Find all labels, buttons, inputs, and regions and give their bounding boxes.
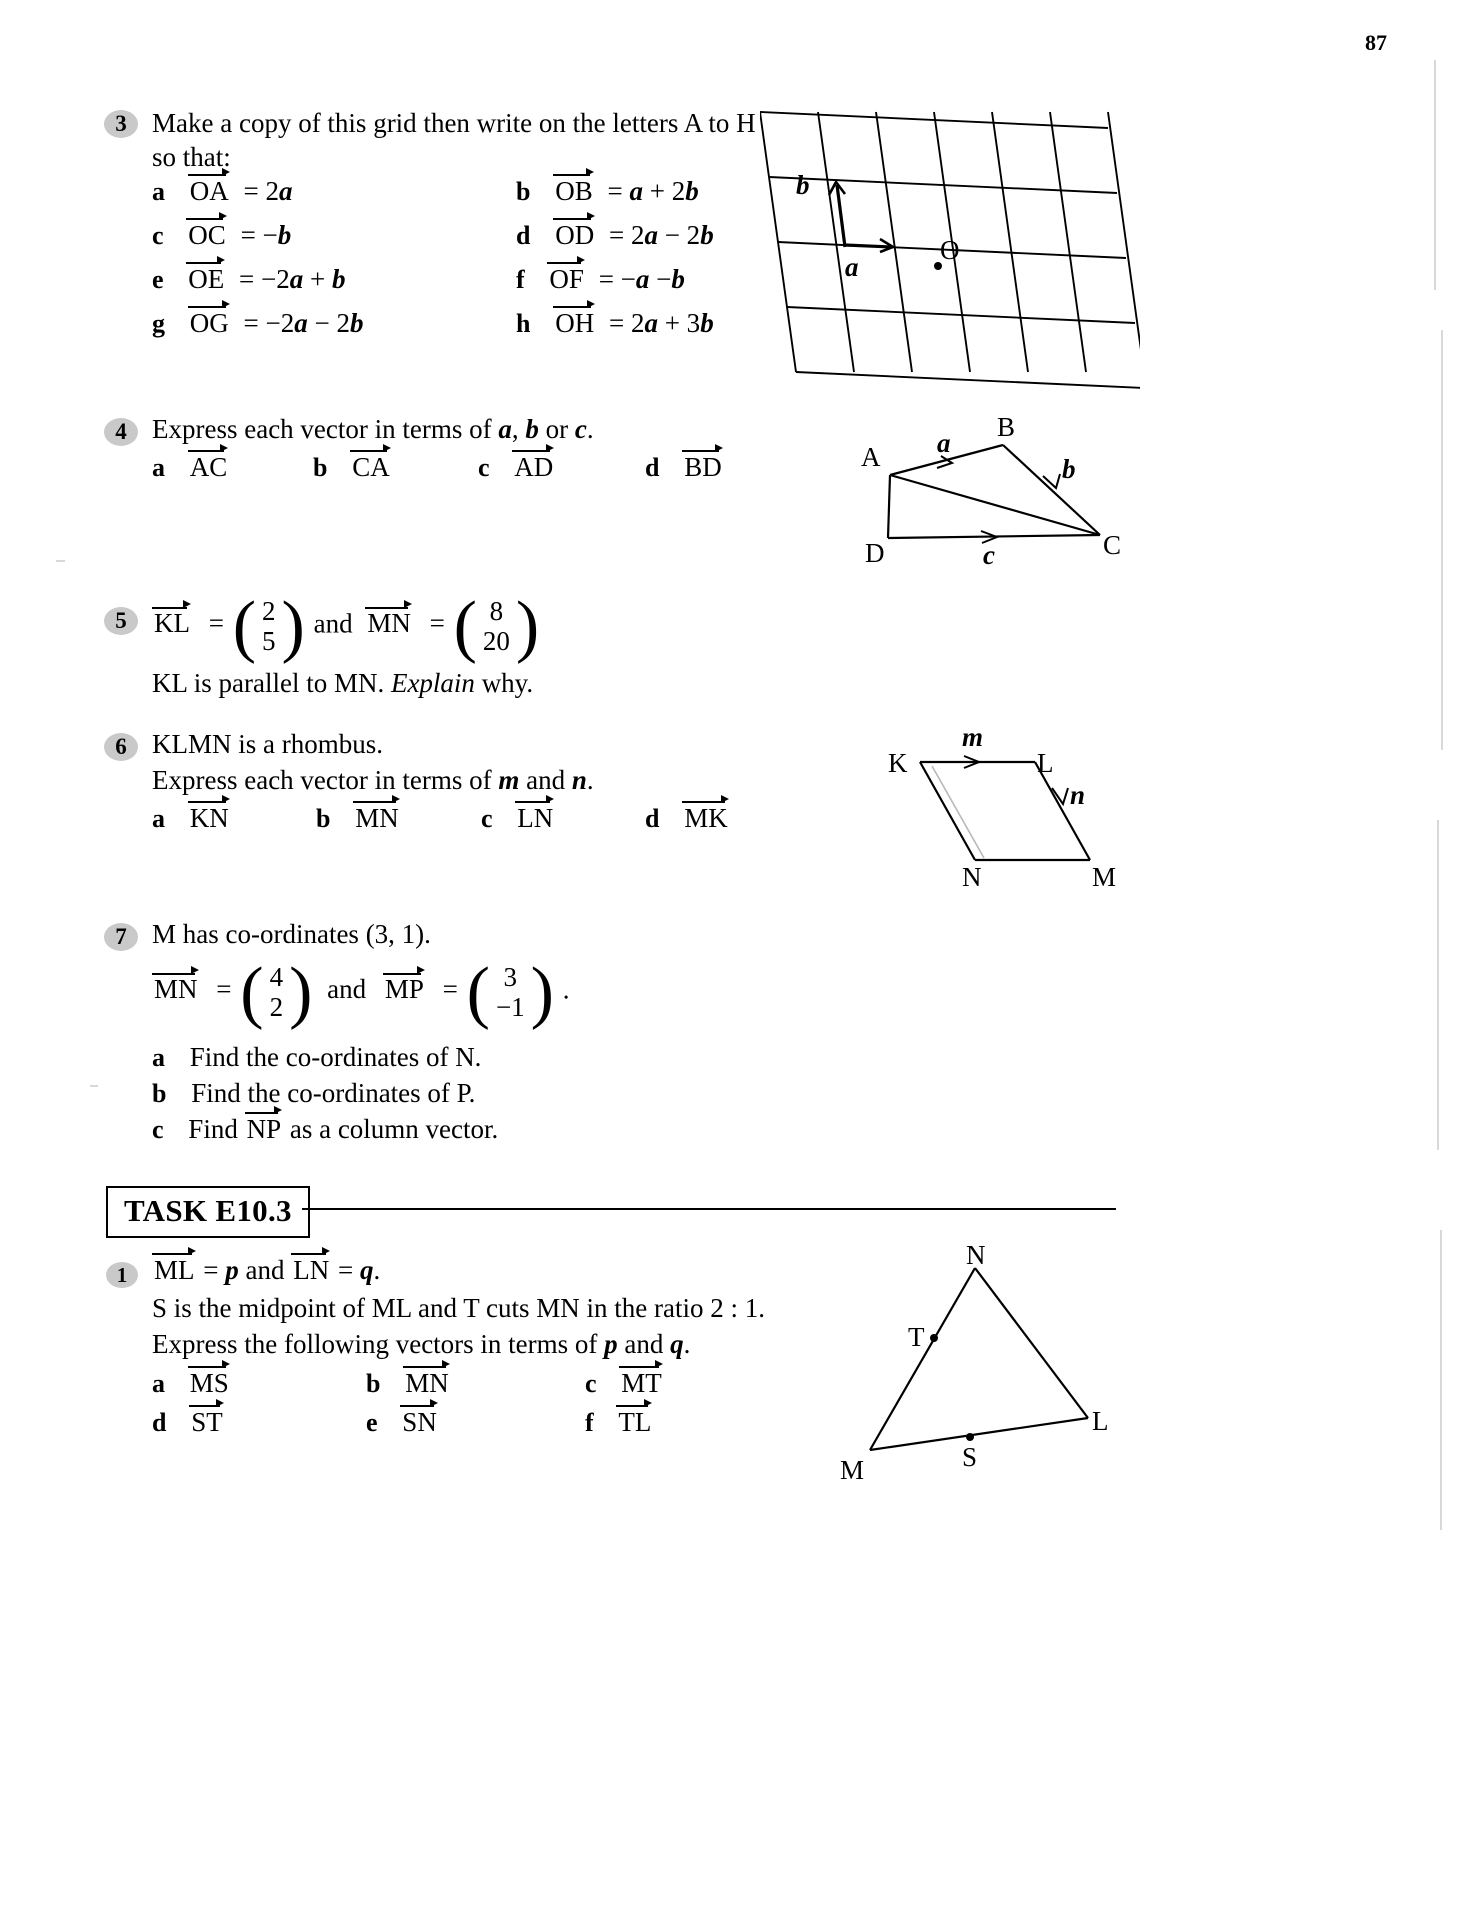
task-q1-item-c-label: c: [585, 1369, 597, 1398]
q6-item-b-label: b: [316, 804, 331, 833]
task-heading: TASK E10.3: [106, 1186, 310, 1238]
task-q1-line1-mid: = p and: [203, 1255, 292, 1285]
task-q1-item-e-label: e: [366, 1408, 378, 1437]
q4-label-B: B: [997, 412, 1016, 442]
q3-item-c-vector: OC: [188, 220, 226, 250]
q3-label-a: a: [845, 252, 859, 282]
task-q1-line1: [152, 1255, 380, 1286]
q5-equals-1: =: [208, 608, 224, 639]
q6-item-c: [481, 803, 555, 834]
q7-cv2-bottom: −1: [495, 992, 525, 1023]
page-number: 87: [1365, 30, 1387, 55]
q6-item-c-vector: LN: [517, 803, 554, 833]
q7-item-c-text-before: Find: [188, 1114, 245, 1144]
q3-label-O: O: [940, 235, 960, 265]
q7-item-b: [152, 1078, 475, 1109]
task-q1-line3-end: .: [683, 1329, 691, 1359]
q6-label-K: K: [888, 748, 908, 778]
q5-cv2-top: 8: [489, 596, 504, 626]
question-5-equation: [152, 587, 541, 665]
question-5-line2: [152, 668, 533, 699]
task-q1-item-e-vector: SN: [402, 1407, 437, 1437]
q3-item-d-vector: OD: [555, 220, 595, 250]
q5-cv1-bottom: 5: [262, 626, 276, 657]
q7-item-c-label: c: [152, 1115, 164, 1144]
q6-item-c-label: c: [481, 804, 493, 833]
question-7-line1: M has co-ordinates (3, 1).: [152, 919, 431, 949]
task-q1-line3-q: q: [670, 1329, 684, 1359]
q6-line2-a: Express each vector in terms of: [152, 765, 499, 795]
q6-label-N: N: [962, 862, 982, 892]
scan-artifact-right-2: [1441, 330, 1443, 750]
task-q1-vector-ln: LN: [293, 1255, 330, 1285]
q3-item-a: [152, 176, 292, 207]
q4-prompt-text: Express each vector in terms of: [152, 414, 499, 444]
task-q1-line3-a: Express the following vectors in terms of: [152, 1329, 605, 1359]
q3-item-b-label: b: [516, 177, 531, 206]
q3-item-b-eq: = a + 2b: [607, 176, 699, 206]
task-q1-vector-ml: ML: [154, 1255, 195, 1285]
task-q1-item-d-vector: ST: [191, 1407, 223, 1437]
q3-vector-a-arrow: [845, 239, 893, 252]
question-4-number: 4: [104, 418, 138, 446]
task-q1-label-L: L: [1092, 1406, 1109, 1436]
scan-artifact-left: [56, 560, 65, 562]
q3-item-c-eq: = −b: [240, 220, 292, 250]
task-q1-item-f: [585, 1407, 653, 1438]
q4-label-a: a: [937, 428, 951, 458]
task-q1-line3: [152, 1329, 690, 1360]
q5-cv2-bottom: 20: [482, 626, 510, 657]
task-q1-label-T: T: [908, 1322, 925, 1352]
q6-item-d-label: d: [645, 804, 660, 833]
task-q1-label-M: M: [840, 1455, 865, 1485]
q5-cv1-top: 2: [262, 596, 276, 626]
task-q1-line1-end: = q.: [337, 1255, 381, 1285]
q3-item-f-label: f: [516, 265, 525, 294]
q5-column-vector-2: ( 8 20 ): [453, 587, 540, 665]
q3-item-e-label: e: [152, 265, 164, 294]
q6-label-m: m: [962, 722, 984, 752]
q3-item-h-label: h: [516, 309, 531, 338]
task-q1-line3-and: and: [617, 1329, 671, 1359]
q7-item-a-label: a: [152, 1043, 165, 1072]
q7-item-c-vector: NP: [246, 1114, 282, 1144]
q3-item-c: [152, 220, 291, 251]
q7-item-b-text: Find the co-ordinates of P.: [191, 1078, 476, 1108]
task-q1-item-b-label: b: [366, 1369, 381, 1398]
q3-item-f: [516, 264, 685, 295]
task-q1-item-b: [366, 1368, 451, 1399]
q4-label-C: C: [1103, 530, 1122, 560]
task-q1-label-N: N: [966, 1240, 986, 1270]
task-q1-line2: S is the midpoint of ML and T cuts MN in the ratio 2 : 1.: [152, 1293, 765, 1323]
question-4-prompt: Express each vector in terms of a, b or c.: [152, 414, 594, 444]
q5-vector-kl: KL: [154, 608, 190, 639]
question-5-number: 5: [104, 607, 138, 635]
scan-artifact-right-3: [1437, 820, 1439, 1150]
q4-label-A: A: [861, 442, 881, 472]
q7-equals-2: =: [442, 974, 458, 1005]
q4-item-a: [152, 452, 229, 483]
q7-cv2-top: 3: [503, 962, 518, 992]
q7-column-vector-1: ( 4 2 ): [240, 953, 313, 1031]
question-6-line1: KLMN is a rhombus.: [152, 729, 383, 759]
task-q1-point-t-dot: [930, 1334, 938, 1342]
task-q1-item-a-vector: MS: [189, 1368, 229, 1398]
q6-rhombus-diagram: [880, 722, 1120, 892]
q5-equals-2: =: [429, 608, 445, 639]
q3-item-e: [152, 264, 346, 295]
q3-item-c-label: c: [152, 221, 164, 250]
q7-vector-mp: MP: [384, 974, 424, 1005]
q4-item-c-label: c: [478, 453, 490, 482]
q4-item-c-vector: AD: [514, 452, 554, 482]
task-q1-item-c-vector: MT: [621, 1368, 662, 1398]
question-3-prompt-line2: so that:: [152, 142, 231, 172]
q6-line2-m: m: [498, 765, 520, 795]
q4-item-a-vector: AC: [189, 452, 228, 482]
task-q1-point-s-dot: [966, 1433, 974, 1441]
q7-equals-1: =: [216, 974, 232, 1005]
q4-label-b: b: [1062, 454, 1076, 484]
q7-item-c: [152, 1114, 498, 1145]
q3-item-d: [516, 220, 714, 251]
q7-item-c-text-after: as a column vector.: [289, 1114, 499, 1144]
task-heading-rule: [302, 1208, 1116, 1210]
scan-artifact-left-2: [90, 1085, 98, 1087]
q3-item-h-vector: OH: [555, 308, 595, 338]
q5-vector-mn: MN: [367, 608, 411, 639]
q7-column-vector-2: ( 3 −1 ): [466, 953, 554, 1031]
q4-label-D: D: [865, 538, 885, 568]
q4-item-d-vector: BD: [684, 452, 722, 482]
q6-item-d-vector: MK: [684, 803, 728, 833]
q5-column-vector-1: ( 2 5 ): [232, 587, 305, 665]
task-q1-item-a: [152, 1368, 231, 1399]
task-q1-item-f-label: f: [585, 1408, 594, 1437]
q7-vector-mn: MN: [154, 974, 198, 1005]
q7-cv1-bottom: 2: [269, 992, 284, 1023]
q4-item-a-label: a: [152, 453, 165, 482]
q5-and: and: [313, 608, 353, 639]
q3-item-a-eq: = 2a: [243, 176, 293, 206]
scan-artifact-right-4: [1440, 1230, 1442, 1530]
q3-item-g: [152, 308, 363, 339]
question-7-number: 7: [104, 923, 138, 951]
q6-item-d: [645, 803, 730, 834]
q4-item-b-vector: CA: [352, 452, 390, 482]
task-q1-item-b-vector: MN: [405, 1368, 449, 1398]
q3-item-a-vector: OA: [189, 176, 229, 206]
q3-item-e-eq: = −2a + b: [239, 264, 346, 294]
task-q1-triangle-svg: [830, 1240, 1130, 1490]
task-q1-item-c: [585, 1368, 664, 1399]
q3-item-g-vector: OG: [189, 308, 229, 338]
q6-item-a-label: a: [152, 804, 165, 833]
q4-quadrilateral-diagram: [855, 412, 1135, 570]
task-q1-item-a-label: a: [152, 1369, 165, 1398]
q7-item-b-label: b: [152, 1079, 167, 1108]
q6-label-L: L: [1037, 748, 1054, 778]
task-q1-number: 1: [106, 1262, 138, 1288]
q4-quad-svg: [855, 420, 1135, 570]
q5-line2-b: why.: [474, 668, 534, 698]
task-q1-item-e: [366, 1407, 439, 1438]
question-3-number: 3: [104, 110, 138, 138]
q4-item-d: [645, 452, 724, 483]
q3-item-f-eq: = −a −b: [598, 264, 685, 294]
q6-item-a-vector: KN: [189, 803, 229, 833]
question-6-line2: [152, 765, 594, 796]
question-3-prompt: [152, 106, 772, 174]
q7-cv1-top: 4: [269, 962, 284, 992]
q4-item-b: [313, 452, 392, 483]
q6-label-n: n: [1070, 780, 1086, 810]
q5-line2-italic: Explain: [390, 668, 475, 698]
q6-line2-end: .: [586, 765, 594, 795]
task-q1-item-f-vector: TL: [618, 1407, 652, 1437]
q3-item-b: [516, 176, 699, 207]
question-6-number: 6: [104, 733, 138, 761]
q3-item-f-vector: OF: [549, 264, 584, 294]
scan-artifact-right: [1434, 60, 1436, 290]
q6-label-M: M: [1092, 862, 1117, 892]
q3-item-g-eq: = −2a − 2b: [243, 308, 364, 338]
task-q1-item-d: [152, 1407, 225, 1438]
q3-item-a-label: a: [152, 177, 165, 206]
task-q1-item-d-label: d: [152, 1408, 167, 1437]
q4-item-d-label: d: [645, 453, 660, 482]
q6-item-a: [152, 803, 231, 834]
q7-and: and: [327, 974, 367, 1005]
q3-label-b: b: [796, 170, 810, 200]
task-q1-line3-p: p: [604, 1329, 618, 1359]
q3-item-h: [516, 308, 714, 339]
task-q1-triangle-diagram: [830, 1240, 1130, 1490]
q3-grid-diagram: [760, 100, 1140, 390]
q6-line2-and: and: [519, 765, 572, 795]
task-q1-label-S: S: [962, 1442, 978, 1472]
q4-item-b-label: b: [313, 453, 328, 482]
q3-item-h-eq: = 2a + 3b: [608, 308, 714, 338]
q7-period: .: [562, 974, 570, 1005]
question-7-equation: [152, 953, 570, 1031]
q6-line2-n: n: [571, 765, 587, 795]
q6-item-b: [316, 803, 401, 834]
q5-line2-a: KL is parallel to MN.: [152, 668, 391, 698]
q6-item-b-vector: MN: [355, 803, 399, 833]
q6-rhombus-svg: [880, 740, 1120, 890]
q7-item-a-text: Find the co-ordinates of N.: [189, 1042, 482, 1072]
question-3-prompt-line1: Make a copy of this grid then write on the letters A to H: [152, 108, 756, 138]
q3-item-d-label: d: [516, 221, 531, 250]
q4-item-c: [478, 452, 555, 483]
q7-item-a: [152, 1042, 481, 1073]
q3-item-b-vector: OB: [555, 176, 593, 206]
q3-item-d-eq: = 2a − 2b: [608, 220, 714, 250]
q3-item-g-label: g: [152, 309, 165, 338]
q3-item-e-vector: OE: [188, 264, 225, 294]
q4-label-c: c: [983, 540, 995, 570]
